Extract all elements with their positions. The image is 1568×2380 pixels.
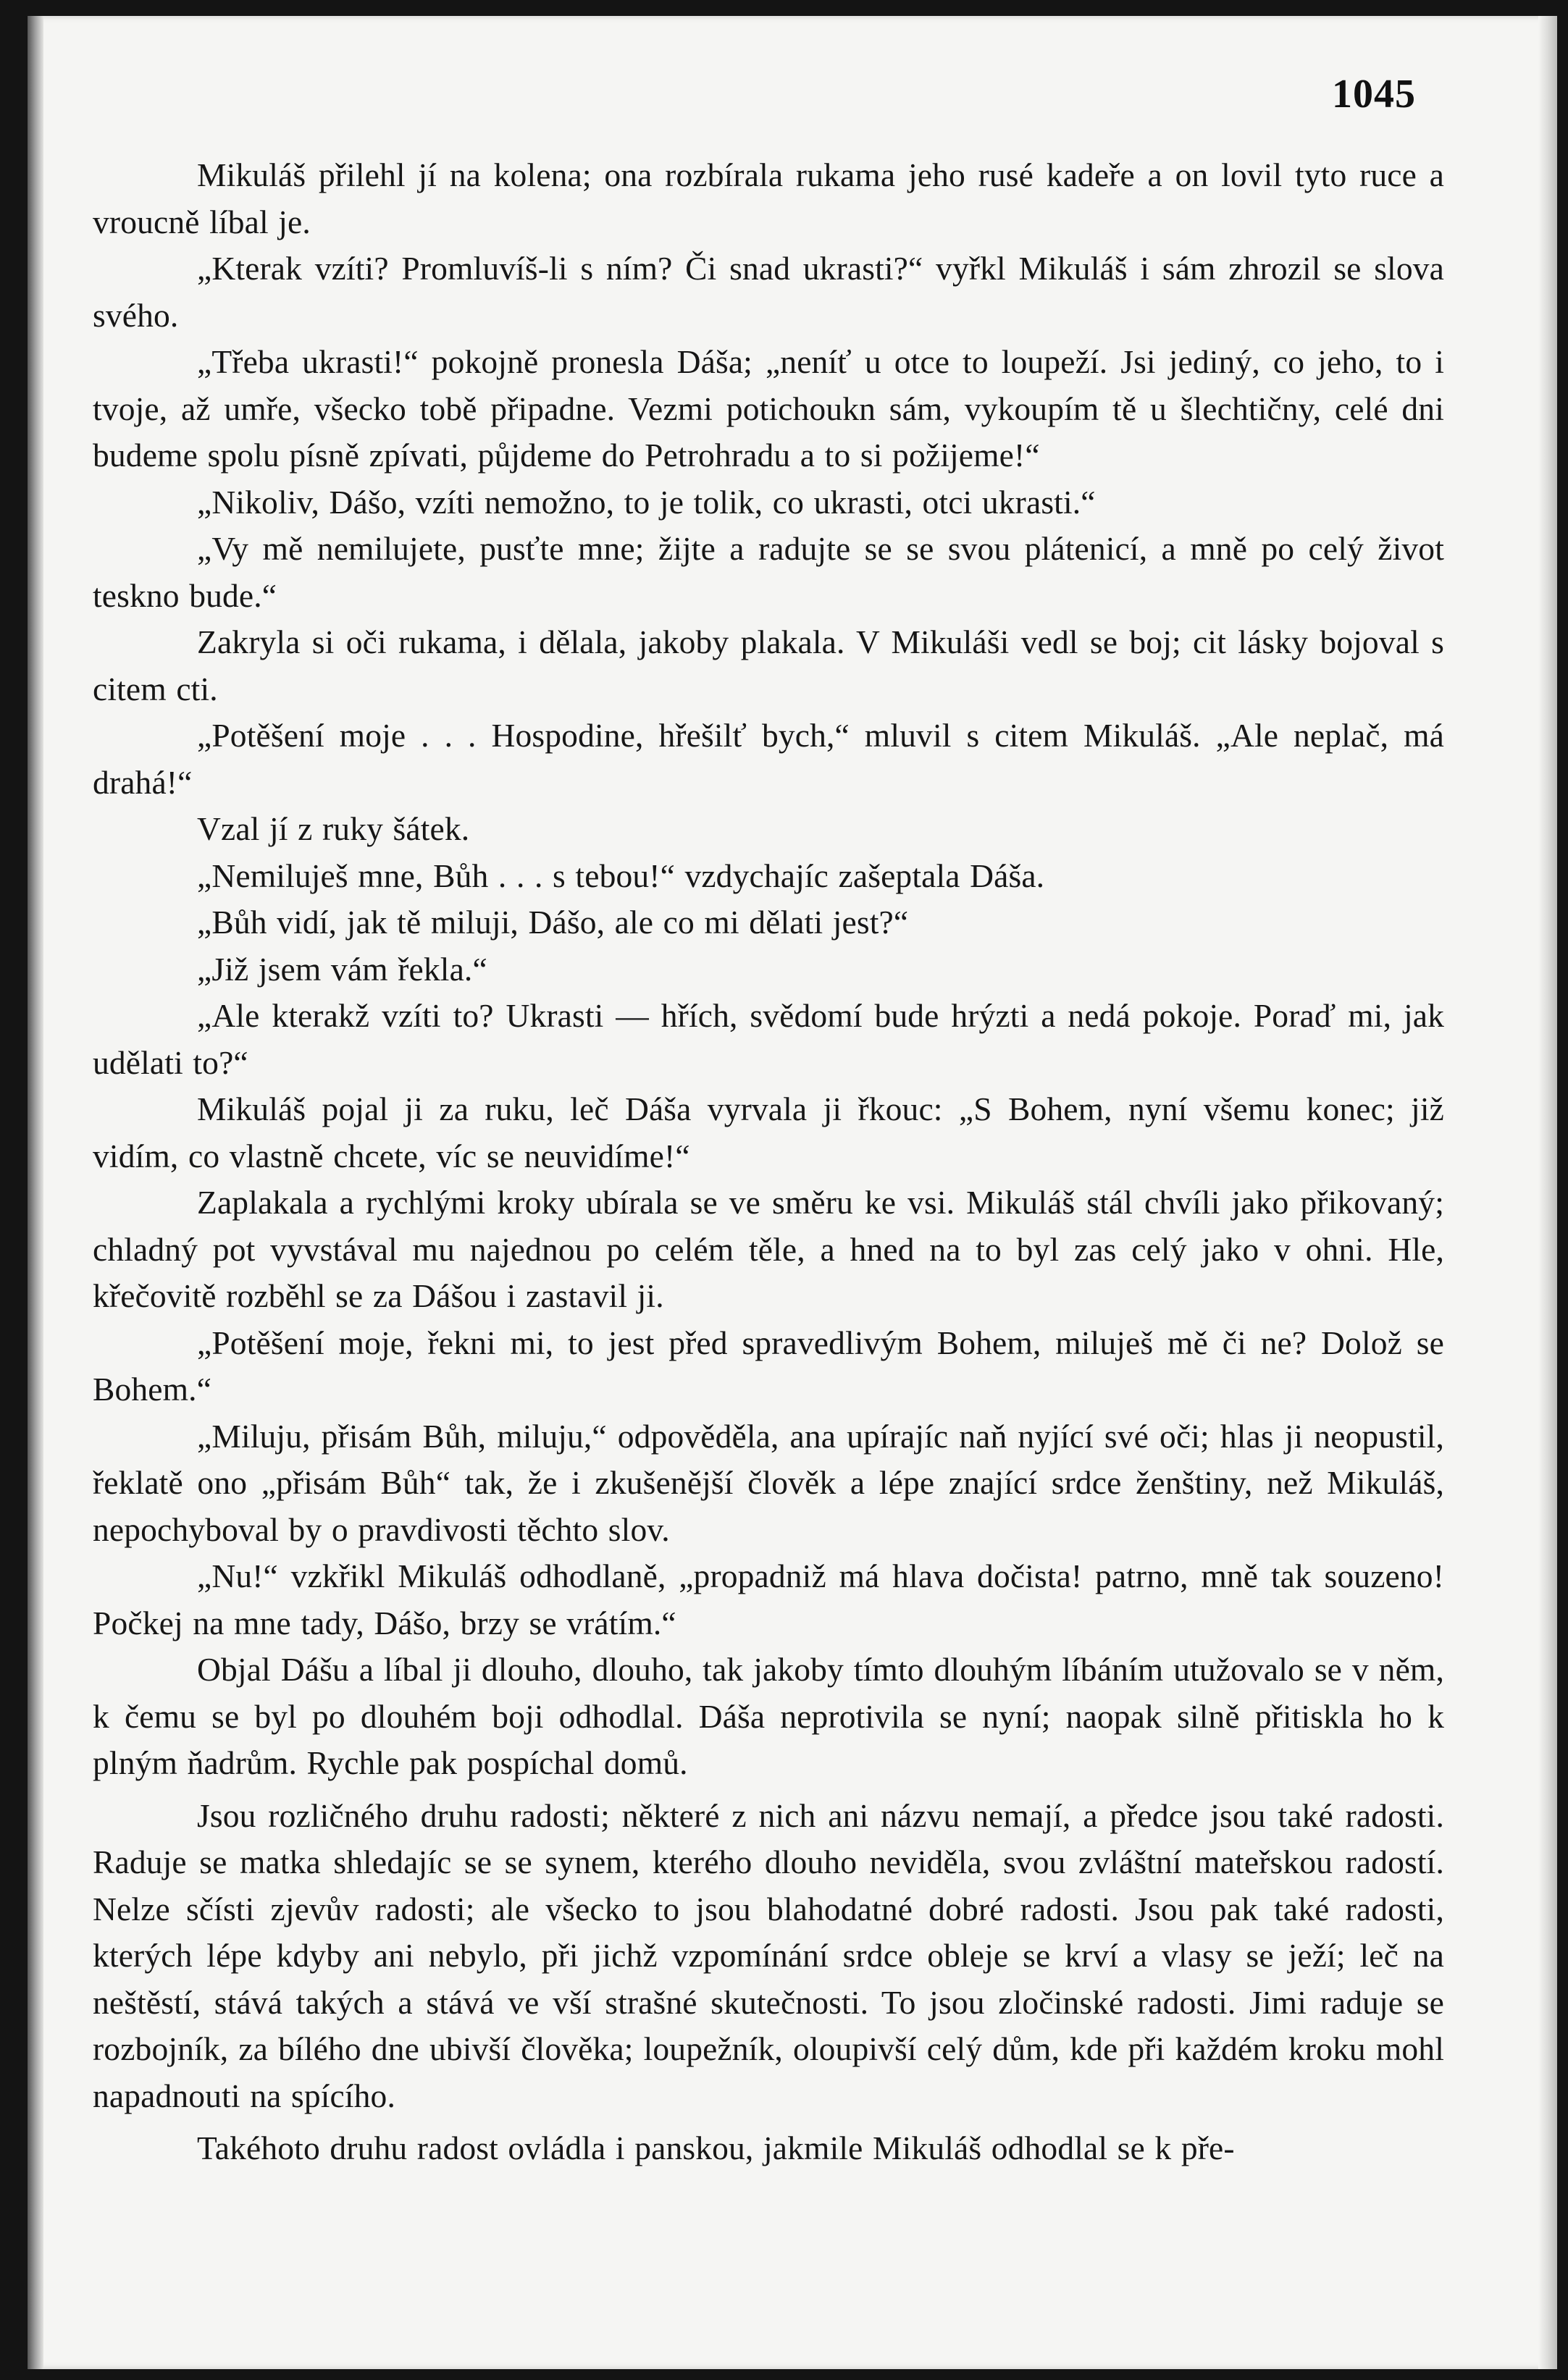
paragraph: „Nikoliv, Dášo, vzíti nemožno, to je tolik, co ukrasti, otci ukrasti.“ [197,483,1096,521]
page-number: 1045 [1332,72,1416,117]
paragraph: Jsou rozličného druhu radosti; některé z nich ani názvu nemají, a předce jsou také radosti. Raduje se matka shledajíc se se synem, kterého dlouho neviděla, svou zvláštní mateřskou radostí. Nelze sčísti zjevův radosti; ale všecko to jsou blahodatné dobré radosti. Jsou pak také radosti, kterých lépe kdyby ani nebylo, při jichž vzpomínání srdce obleje se krví a vlasy se ježí; leč na neštěstí, stává takých a stává ve vší strašné skutečnosti. To jsou zločinské radosti. Jimi raduje se rozbojník, za bílého dne ubivší člověka; loupežník, oloupivší celý dům, kde při každém kroku mohl napadnouti na spícího. [93,1796,1444,2114]
paragraph: „Miluju, přisám Bůh, miluju,“ odpověděla, ana upírajíc naň nyjící své oči; hlas ji neopustil, řeklatě ono „přisám Bůh“ tak, že i zkušenější člověk a lépe znající srdce ženštiny, než Mikuláš, nepochyboval by o pravdivosti těchto slov. [93,1417,1444,1548]
paragraph: „Ale kterakž vzíti to? Ukrasti — hřích, svědomí bude hrýzti a nedá pokoje. Poraď mi, jak udělati to?“ [93,997,1444,1081]
paragraph: „Nu!“ vzkřikl Mikuláš odhodlaně, „propadniž má hlava dočista! patrno, mně tak souzeno! Počkej na mne tady, Dášo, brzy se vrátím.“ [93,1557,1444,1641]
paragraph: „Potěšení moje, řekni mi, to jest před spravedlivým Bohem, miluješ mě či ne? Dolož se Bohem.“ [93,1324,1444,1408]
paragraph: „Třeba ukrasti!“ pokojně pronesla Dáša; „neníť u otce to loupeží. Jsi jediný, co jeho, to i tvoje, až umře, všecko tobě připadne. Vezmi potichoukn sám, vykoupím tě u šlechtičny, celé dni budeme spolu písně zpívati, půjdeme do Petrohradu a to si požijeme!“ [93,343,1444,474]
paragraph: „Již jsem vám řekla.“ [197,950,487,988]
paragraph: Zaplakala a rychlými kroky ubírala se ve směru ke vsi. Mikuláš stál chvíli jako přikovaný; chladný pot vyvstával mu najednou po celém těle, a hned na to byl zas celý jako v ohni. Hle, křečovitě rozběhl se za Dášou i zastavil ji. [93,1184,1444,1314]
paragraph: Zakryla si oči rukama, i dělala, jakoby plakala. V Mikuláši vedl se boj; cit lásky bojoval s citem cti. [93,623,1444,707]
page-right-edge [1538,16,1557,2369]
paragraph: „Vy mě nemilujete, pusťte mne; žijte a radujte se se svou plátenicí, a mně po celý život teskno bude.“ [93,530,1444,614]
paragraph: Objal Dášu a líbal ji dlouho, dlouho, tak jakoby tímto dlouhým líbáním utužovalo se v něm, k čemu se byl po dlouhém boji odhodlal. Dáša neprotivila se nyní; naopak silně přitiskla ho k plným ňadrům. Rychle pak pospíchal domů. [93,1651,1444,1781]
paragraph: Mikuláš pojal ji za ruku, leč Dáša vyrvala ji řkouc: „S Bohem, nyní všemu konec; již vidím, co vlastně chcete, víc se neuvidíme!“ [93,1090,1444,1174]
book-page [28,16,1557,2369]
paragraph: Mikuláš přilehl jí na kolena; ona rozbírala rukama jeho rusé kadeře a on lovil tyto ruce a vroucně líbal je. [93,156,1444,240]
paragraph: „Nemiluješ mne, Bůh . . . s tebou!“ vzdychajíc zašeptala Dáša. [197,857,1045,894]
page-binding-edge [28,16,43,2369]
paragraph: Takéhoto druhu radost ovládla i panskou, jakmile Mikuláš odhodlal se k pře- [197,2129,1235,2166]
paragraph: „Kterak vzíti? Promluvíš-li s ním? Či snad ukrasti?“ vyřkl Mikuláš i sám zhrozil se slova svého. [93,250,1444,334]
paragraph: „Bůh vidí, jak tě miluji, Dášo, ale co mi dělati jest?“ [197,904,909,941]
paragraph: „Potěšení moje . . . Hospodine, hřešilť bych,“ mluvil s citem Mikuláš. „Ale neplač, má drahá!“ [93,717,1444,801]
paragraph: Vzal jí z ruky šátek. [197,810,470,847]
page-text [93,152,1444,2172]
